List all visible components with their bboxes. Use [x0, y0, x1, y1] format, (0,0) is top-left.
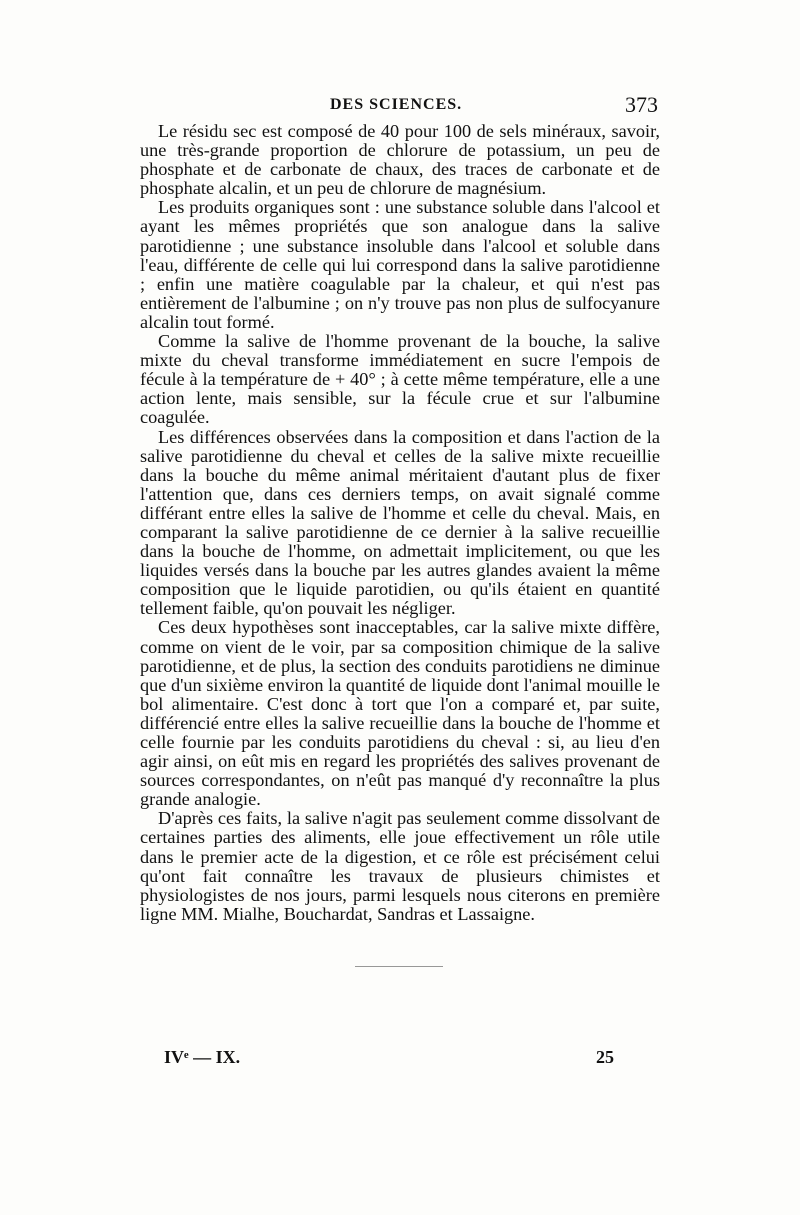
- show-through-rule: [355, 966, 443, 967]
- sheet-number: 25: [596, 1047, 614, 1067]
- body-text: [140, 122, 660, 924]
- page-number: 373: [625, 92, 658, 117]
- page-footer: [140, 1047, 660, 1071]
- running-title: DES SCIENCES.: [330, 96, 463, 113]
- paragraph-conclusion: D'après ces faits, la salive n'agit pas seulement comme dissolvant de certaines parties des aliments, elle joue effectivement un rôle utile dans le premier acte de la digestion, et ce rôle est précisément celui qu'ont fait connaître les travaux de plusieurs chimistes et physiologistes de nos jours, parmi lesquels nous citerons en première ligne MM. Mialhe, Bouchardat, Sandras et Lassaigne.: [140, 808, 660, 924]
- paragraph-mixed-saliva: Comme la salive de l'homme provenant de la bouche, la salive mixte du cheval transforme immédiatement en sucre l'empois de fécule à la température de + 40° ; à cette même température, elle a une action lente, mais sensible, sur la fécule crue et sur l'albumine coagulée.: [140, 331, 660, 428]
- running-head: [140, 92, 660, 122]
- signature-mark: IVᵉ — IX.: [164, 1047, 241, 1067]
- paragraph-residue: Le résidu sec est composé de 40 pour 100 de sels minéraux, savoir, une très-grande proportion de chlorure de potassium, un peu de phosphate et de carbonate de chaux, des traces de carbonate et de phosphate alcalin, et un peu de chlorure de magnésium.: [140, 121, 660, 199]
- paragraph-hypotheses: Ces deux hypothèses sont inacceptables, car la salive mixte diffère, comme on vient de le voir, par sa composition chimique de la salive parotidienne, et de plus, la section des conduits parotidiens ne diminue que d'un sixième environ la quantité de liquide dont l'animal mouille le bol alimentaire. C'est donc à tort que l'on a comparé et, par suite, différencié entre elles la salive recueillie dans la bouche de l'homme et celle fournie par les conduits parotidiens du cheval : si, au lieu d'en agir ainsi, on eût mis en regard les propriétés des salives provenant de sources correspondantes, on n'eût pas manqué d'y reconnaître la plus grande analogie.: [140, 617, 660, 810]
- paragraph-differences: Les différences observées dans la composition et dans l'action de la salive parotidienne du cheval et celles de la salive mixte recueillie dans la bouche du même animal méritaient d'autant plus de fixer l'attention que, dans ces derniers temps, on avait signalé comme différant entre elles la salive de l'homme et celle du cheval. Mais, en comparant la salive parotidienne de ce dernier à la salive recueillie dans la bouche de l'homme, on admettait implicitement, ou que les liquides versés dans la bouche par les autres glandes avaient la même composition que le liquide parotidien, ou qu'ils étaient en quantité tellement faible, qu'on pouvait les négliger.: [140, 426, 660, 619]
- paragraph-organic-products: Les produits organiques sont : une substance soluble dans l'alcool et ayant les mêmes propriétés que son analogue dans la salive parotidienne ; une substance insoluble dans l'alcool et soluble dans l'eau, différente de celle qui lui correspond dans la salive parotidienne ; enfin une matière coagulable par la chaleur, et qui n'est pas entièrement de l'albumine ; on n'y trouve pas non plus de sulfocyanure alcalin tout formé.: [140, 197, 660, 332]
